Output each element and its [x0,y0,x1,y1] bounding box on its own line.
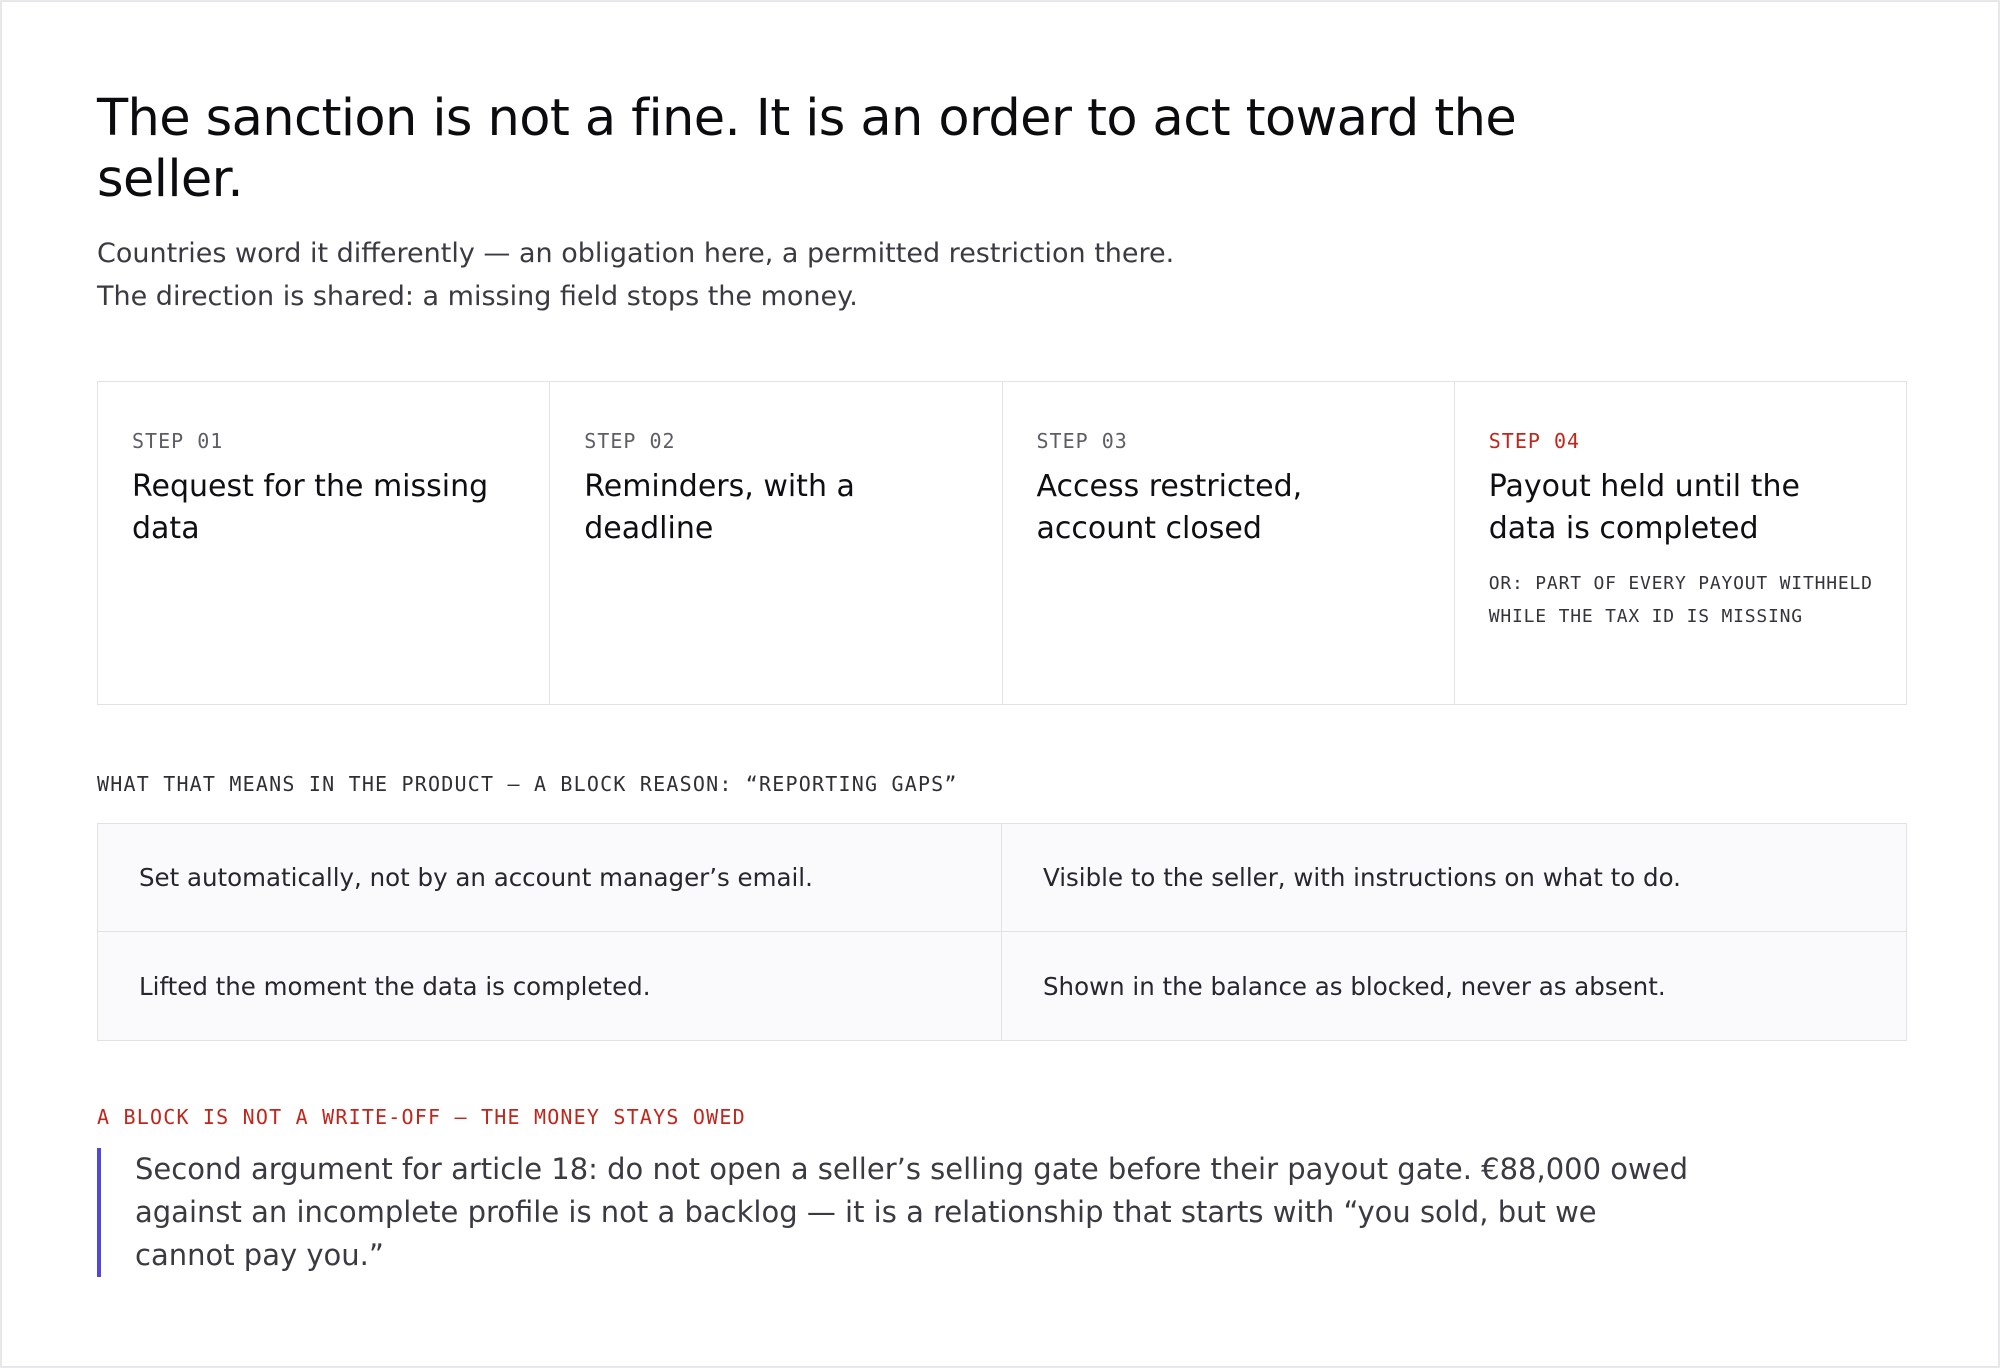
callout-quote: Second argument for article 18: do not open a seller’s selling gate before their payout gate. €88,000 owed against an incomplete profile is not a backlog — it is a relationship that starts with “you sold, but we cannot pay you.” [97,1148,1695,1277]
step-1 [98,382,550,704]
product-kicker: WHAT THAT MEANS IN THE PRODUCT — A BLOCK REASON: “REPORTING GAPS” [97,772,958,796]
page-subtitle: Countries word it differently — an obligation here, a permitted restriction there. The direction is shared: a missing field stops the money. [97,238,1175,312]
property-cell: Lifted the moment the data is completed. [98,932,1002,1040]
step-title: Payout held until the data is completed [1488,469,1800,546]
step-2 [550,382,1002,704]
step-note: OR: PART OF EVERY PAYOUT WITHHELD WHILE THE TAX ID IS MISSING [1488,573,1873,627]
block-properties-grid [97,823,1907,1041]
page-title: The sanction is not a fine. It is an order to act toward the seller. [97,89,1517,209]
step-title: Access restricted, account closed [1036,469,1303,546]
callout-kicker: A BLOCK IS NOT A WRITE-OFF — THE MONEY STAYS OWED [97,1105,746,1129]
property-cell: Shown in the balance as blocked, never as absent. [1043,971,1666,1001]
step-label: STEP 01 [132,429,224,453]
step-label: STEP 02 [584,429,676,453]
step-label: STEP 04 [1488,429,1581,453]
step-title: Reminders, with a deadline [584,469,855,546]
step-label: STEP 03 [1036,429,1128,453]
step-sequence [97,381,1907,705]
property-cell: Set automatically, not by an account manager’s email. [98,824,1002,932]
page [1,1,1999,1367]
step-3 [1003,382,1455,704]
content [97,88,1907,1272]
step-4 [1455,382,1906,704]
property-cell: Visible to the seller, with instructions on what to do. [1002,824,1906,932]
step-title: Request for the missing data [132,469,489,546]
